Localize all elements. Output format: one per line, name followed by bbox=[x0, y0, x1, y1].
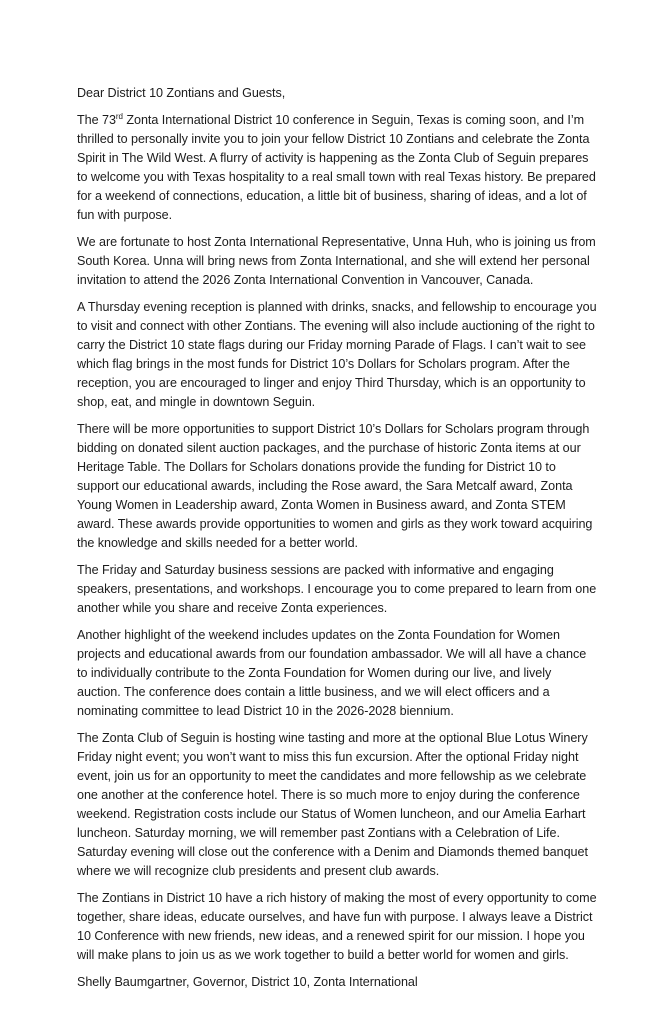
paragraph-sessions: The Friday and Saturday business sessions are packed with informative and engaging speakers, presentations, and workshops. I encourage you to come prepared to learn from one another while you share and receive Zonta experiences. bbox=[77, 563, 597, 615]
salutation: Dear District 10 Zontians and Guests, bbox=[77, 86, 286, 100]
intro-text: Zonta International District 10 conference in Seguin, Texas is coming soon, and I’m thrilled to personally invite you to join your fellow District 10 Zontians and celebrate the Zonta Spirit in The Wild West. A flurry of activity is happening as the Zonta Club of Seguin prepares to welcome you with Texas hospitality to a real small town with real Texas history. Be prepared for a weekend of connections, education, a little bit of business, sharing of ideas, and a lot of fun with purpose. bbox=[77, 113, 596, 222]
signature: Shelly Baumgartner, Governor, District 10, Zonta International bbox=[77, 975, 418, 989]
paragraph-reception: A Thursday evening reception is planned with drinks, snacks, and fellowship to encourage you to visit and connect with other Zontians. The evening will also include auctioning of the right to carry the District 10 state flags during our Friday morning Parade of Flags. I can’t wait to see which flag brings in the most funds for District 10’s Dollars for Scholars program. After the reception, you are encouraged to linger and enjoy Third Thursday, which is an opportunity to shop, eat, and mingle in downtown Seguin. bbox=[77, 300, 597, 409]
intro-prefix: The 73 bbox=[77, 113, 116, 127]
paragraph-closing: The Zontians in District 10 have a rich history of making the most of every opportunity to come together, share ideas, educate ourselves, and have fun with purpose. I always leave a District 10 Conference with new friends, new ideas, and a renewed spirit for our mission. I hope you will make plans to join us as we work together to build a better world for women and girls. bbox=[77, 891, 597, 962]
paragraph-representative: We are fortunate to host Zonta International Representative, Unna Huh, who is joining us from South Korea. Unna will bring news from Zonta International, and she will extend her personal invitation to attend the 2026 Zonta International Convention in Vancouver, Canada. bbox=[77, 235, 596, 287]
paragraph-intro bbox=[77, 111, 597, 225]
paragraph-scholars: There will be more opportunities to support District 10’s Dollars for Scholars program through bidding on donated silent auction packages, and the purchase of historic Zonta items at our Heritage Table. The Dollars for Scholars donations provide the funding for District 10 to support our educational awards, including the Rose award, the Sara Metcalf award, Zonta Young Women in Leadership award, Zonta Women in Business award, and Zonta STEM award. These awards provide opportunities to women and girls as they work toward acquiring the knowledge and skills needed for a better world. bbox=[77, 422, 593, 550]
letter-body bbox=[77, 84, 597, 1000]
paragraph-events: The Zonta Club of Seguin is hosting wine tasting and more at the optional Blue Lotus Winery Friday night event; you won’t want to miss this fun excursion. After the optional Friday night event, join us for an opportunity to meet the candidates and more fellowship as we celebrate one another at the conference hotel. There is so much more to enjoy during the conference weekend. Registration costs include our Status of Women luncheon, and our Amelia Earhart luncheon. Saturday morning, we will remember past Zontians with a Celebration of Life. Saturday evening will close out the conference with a Denim and Diamonds themed banquet where we will recognize club presidents and present club awards. bbox=[77, 731, 588, 878]
paragraph-foundation: Another highlight of the weekend includes updates on the Zonta Foundation for Women projects and educational awards from our foundation ambassador. We will all have a chance to individually contribute to the Zonta Foundation for Women during our live, and lively auction. The conference does contain a little business, and we will elect officers and a nominating committee to lead District 10 in the 2026-2028 biennium. bbox=[77, 628, 587, 718]
ordinal-suffix: rd bbox=[115, 112, 123, 121]
